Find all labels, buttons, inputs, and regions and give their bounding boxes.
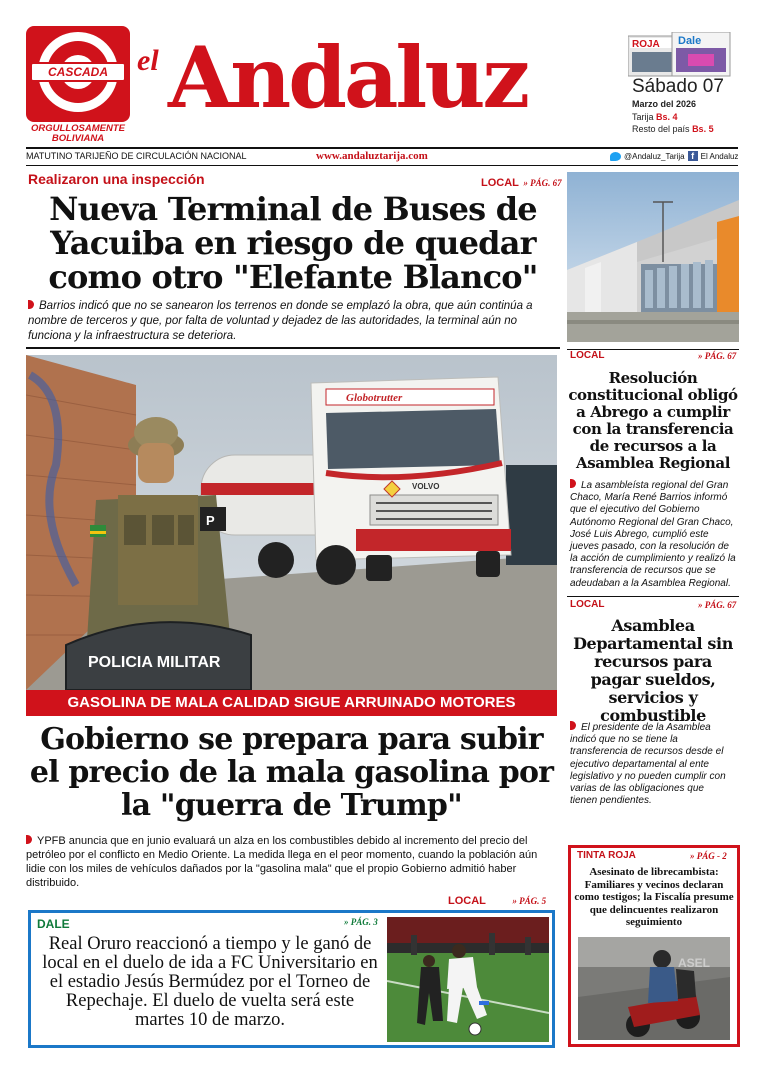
social-links [610, 151, 738, 161]
twitter-icon [610, 152, 621, 161]
issue-month: Marzo del 2026 [632, 99, 697, 109]
photo-caption: GASOLINA DE MALA CALIDAD SIGUE ARRUINADO MOTORES [26, 690, 557, 716]
vest-letter: P [206, 513, 215, 528]
newspaper-name: Andaluz [168, 28, 528, 127]
right2-rule [567, 596, 739, 597]
main-headline[interactable]: Gobierno se prepara para subir el precio de la mala gasolina por la "guerra de Trump" [29, 722, 554, 823]
price-rest-value: Bs. 5 [692, 124, 714, 134]
masthead-rule-thin [26, 165, 738, 166]
tagline: MATUTINO TARIJEÑO DE CIRCULACIÓN NACIONAL [26, 151, 247, 161]
lead-kicker: Realizaron una inspección [28, 171, 205, 187]
main-section: LOCAL [448, 895, 486, 907]
right1-headline[interactable]: Resolución constitucional obligó a Abrego a cumplir con la transferencia de recursos a la Asamblea Regional [568, 369, 738, 472]
tinta-roja-headline[interactable]: Asesinato de librecambista: Familiares y vecinos declaran como testigos; la Fiscalía presume que delincuentes realizaron seguimiento [574, 866, 734, 928]
main-summary-text: YPFB anuncia que en junio evaluará un alza en los combustibles debido al incremento del precio del petróleo por el conflicto en Medio Oriente. La medida llega en el peor momento, cuando la población aún lidie con los miles de vehículos dañados por la "gasolina mala" que el propio Gobierno admitió haber distribuido. [26, 835, 538, 889]
tinta-roja-section[interactable]: TINTA ROJA [577, 850, 636, 861]
price-tarija-value: Bs. 4 [656, 112, 678, 122]
tinta-roja-page[interactable]: » PÁG - 2 [690, 851, 727, 861]
right1-summary-text: La asambleísta regional del Gran Chaco, María René Barrios informó que el ejecutivo del Gobierno Autónomo Regional del Gran Chaco, José Luis Abrego, cumplió este jueves pasado, con la resolución de la acción de cumplimiento y realizó la transferencia de recursos que se adeudaban a la Asamblea Regional. [570, 480, 736, 589]
football-photo[interactable] [387, 917, 549, 1042]
dale-page[interactable]: » PÁG. 3 [344, 917, 378, 927]
facebook-page[interactable]: El Andaluz [700, 151, 739, 161]
price-rest [632, 124, 714, 134]
dale-headline[interactable]: Real Oruro reaccionó a tiempo y le ganó de local en el duelo de ida a FC Universitario en el estadio Jesús Bermúdez por el Torneo de Repechaje. El duelo de vuelta será este martes 10 de marzo. [42, 934, 378, 1030]
bullet-icon [570, 721, 576, 730]
lead-separator [26, 347, 560, 349]
right1-section[interactable]: LOCAL [570, 350, 605, 361]
price-rest-label: Resto del país [632, 124, 690, 134]
photo-watermark: ASEL [678, 956, 711, 970]
price-tarija [632, 112, 678, 122]
cascada-logo [26, 26, 130, 122]
website-link[interactable]: www.andaluztarija.com [316, 150, 428, 162]
right2-page[interactable]: » PÁG. 67 [698, 600, 737, 610]
right2-summary [570, 721, 730, 807]
newspaper-name-prefix: el [137, 44, 159, 77]
bullet-icon [28, 300, 34, 309]
thumb-dale-label: Dale [678, 35, 702, 47]
bullet-icon [26, 835, 32, 844]
twitter-handle[interactable]: @Andaluz_Tarija [624, 151, 685, 161]
thumb-roja-label: ROJA [632, 39, 660, 50]
lead-section-ref[interactable] [481, 173, 562, 191]
right1-summary [570, 479, 738, 590]
facebook-icon: f [688, 151, 698, 161]
lead-headline[interactable]: Nueva Terminal de Buses de Yacuiba en riesgo de quedar como otro "Elefante Blanco" [48, 190, 538, 296]
logo-brand: CASCADA [30, 62, 126, 82]
price-tarija-label: Tarija [632, 112, 654, 122]
dale-section[interactable]: DALE [37, 917, 70, 931]
bullet-icon [570, 479, 576, 488]
main-page: » PÁG. 5 [512, 896, 547, 906]
lead-summary-text: Barrios indicó que no se sanearon los terrenos en donde se emplazó la obra, que aún continúa a nombre de terceros y que, por falta de voluntad y dejadez de las autoridades, la terminal aún no funciona y la infraestructura se deteriora. [28, 300, 533, 342]
issue-day: Sábado 07 [632, 76, 724, 97]
truck-model-text: VOLVO [412, 482, 440, 491]
right2-section[interactable]: LOCAL [570, 599, 605, 610]
lead-section: LOCAL [481, 177, 519, 189]
right2-summary-text: El presidente de la Asamblea indicó que no se tiene la transferencia de recursos desde el ejecutivo departamental al ente legislativo y no pueden cumplir con varias de las obligaciones que tienen pendientes. [570, 722, 726, 807]
right2-headline[interactable]: Asamblea Departamental sin recursos para pagar sueldos, servicios y combustible [573, 616, 733, 725]
truck-brand-text: Globotrutter [346, 392, 403, 404]
masthead-rule [26, 147, 738, 149]
fuel-truck-photo[interactable] [26, 355, 557, 715]
main-summary [26, 834, 557, 890]
main-section-ref[interactable] [448, 891, 546, 909]
shield-text: POLICIA MILITAR [88, 654, 221, 671]
lead-page: » PÁG. 67 [523, 178, 562, 188]
lead-summary [28, 299, 558, 344]
bus-terminal-photo[interactable] [567, 172, 739, 342]
supplement-thumbnails[interactable] [628, 32, 732, 78]
logo-motto: ORGULLOSAMENTE BOLIVIANA [31, 123, 125, 144]
motorcycle-photo[interactable] [578, 937, 730, 1040]
right1-page[interactable]: » PÁG. 67 [698, 351, 737, 361]
